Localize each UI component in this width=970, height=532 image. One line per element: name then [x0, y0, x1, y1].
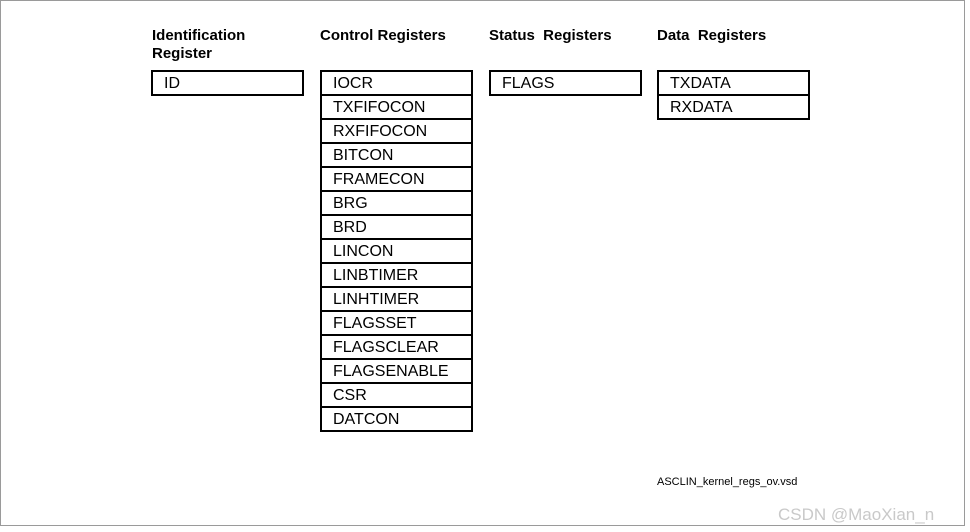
status-registers-title: Status Registers [489, 27, 612, 44]
register-box-linhtimer: LINHTIMER [320, 286, 473, 312]
identification-register-title: Identification Register [152, 27, 246, 62]
register-box-framecon: FRAMECON [320, 166, 473, 192]
register-box-lincon: LINCON [320, 238, 473, 264]
identification-register-list [151, 70, 304, 96]
register-box-txfifocon: TXFIFOCON [320, 94, 473, 120]
control-register-list [320, 70, 473, 432]
register-box-iocr: IOCR [320, 70, 473, 96]
register-box-bitcon: BITCON [320, 142, 473, 168]
register-box-id: ID [151, 70, 304, 96]
register-box-brg: BRG [320, 190, 473, 216]
status-register-list [489, 70, 642, 96]
data-registers-title: Data Registers [657, 27, 767, 44]
data-register-list [657, 70, 810, 120]
register-box-flagsenable: FLAGSENABLE [320, 358, 473, 384]
register-box-flagsset: FLAGSSET [320, 310, 473, 336]
register-box-rxdata: RXDATA [657, 94, 810, 120]
watermark: CSDN @MaoXian_n [778, 505, 935, 524]
register-box-flagsclear: FLAGSCLEAR [320, 334, 473, 360]
register-box-flags: FLAGS [489, 70, 642, 96]
register-box-datcon: DATCON [320, 406, 473, 432]
control-registers-title: Control Registers [320, 27, 446, 44]
source-filename: ASCLIN_kernel_regs_ov.vsd [657, 476, 798, 488]
register-box-csr: CSR [320, 382, 473, 408]
register-box-rxfifocon: RXFIFOCON [320, 118, 473, 144]
register-box-linbtimer: LINBTIMER [320, 262, 473, 288]
register-box-brd: BRD [320, 214, 473, 240]
register-box-txdata: TXDATA [657, 70, 810, 96]
